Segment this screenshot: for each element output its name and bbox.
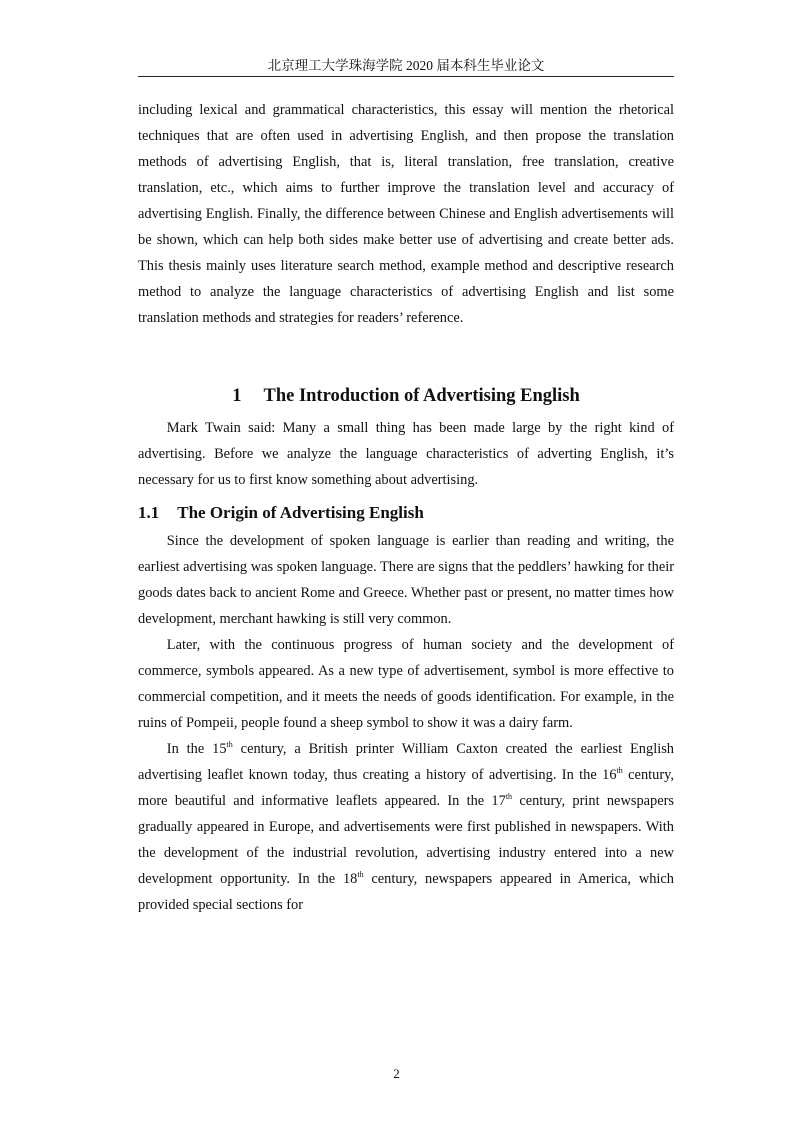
running-header: 北京理工大学珠海学院 2020 届本科生毕业论文 <box>267 58 545 73</box>
section-heading <box>138 384 674 408</box>
section-number: 1 <box>232 386 242 406</box>
paragraph-spoken-origin: Since the development of spoken language is earlier than reading and writing, the earliest advertising was spoken language. There are signs that the peddlers’ hawking for their goods dates back to ancient Rome and Greece. Whether past or present, no matter times how development, merchant hawking is still very common. <box>138 533 674 627</box>
text-run: In the 15 <box>166 741 227 757</box>
section-title: The Introduction of Advertising English <box>263 386 580 406</box>
page-number: 2 <box>393 1066 400 1081</box>
header-rule <box>138 76 674 77</box>
text-run: century, newspapers appeared in America, which provided special sections for <box>138 871 674 913</box>
ordinal-superscript: th <box>357 870 364 880</box>
section-intro-paragraph: Mark Twain said: Many a small thing has been made large by the right kind of advertising. Before we analyze the language characteristics of adverting English, it’s necessary for us to first know something about advertising. <box>138 420 674 488</box>
ordinal-superscript: th <box>616 766 623 776</box>
ordinal-superscript: th <box>226 740 233 750</box>
text-run: century, a British printer William Caxton created the earliest English advertising leaflet known today, thus creating a history of advertising. In the 16 <box>138 741 674 783</box>
paragraph-symbols: Later, with the continuous progress of human society and the development of commerce, symbols appeared. As a new type of advertisement, symbol is more effective to commercial competition, and it meets the needs of goods identification. For example, in the ruins of Pompeii, people found a sheep symbol to show it was a dairy farm. <box>138 637 674 731</box>
continued-paragraph: including lexical and grammatical characteristics, this essay will mention the rhetorical techniques that are often used in advertising English, and then propose the translation methods of advertising English, that is, literal translation, free translation, creative translation, etc., which aims to further improve the translation level and accuracy of advertising English. Finally, the difference between Chinese and English advertisements will be shown, which can help both sides make better use of advertising and create better ads. This thesis mainly uses literature search method, example method and descriptive research method to analyze the language characteristics of advertising English and list some translation methods and strategies for readers’ reference. <box>138 102 674 326</box>
page-body <box>138 97 674 918</box>
subsection-title: The Origin of Advertising English <box>177 503 424 522</box>
subsection-number: 1.1 <box>138 503 160 522</box>
text-run: century, print newspapers gradually appeared in Europe, and advertisements were first published in newspapers. With the development of the industrial revolution, advertising industry entered into a new development opportunity. In the 18 <box>138 793 674 887</box>
subsection-heading <box>138 501 674 525</box>
ordinal-superscript: th <box>505 792 513 802</box>
paragraph-print-history <box>138 736 674 918</box>
text-run: century, more beautiful and informative leaflets appeared. In the 17 <box>138 767 674 809</box>
